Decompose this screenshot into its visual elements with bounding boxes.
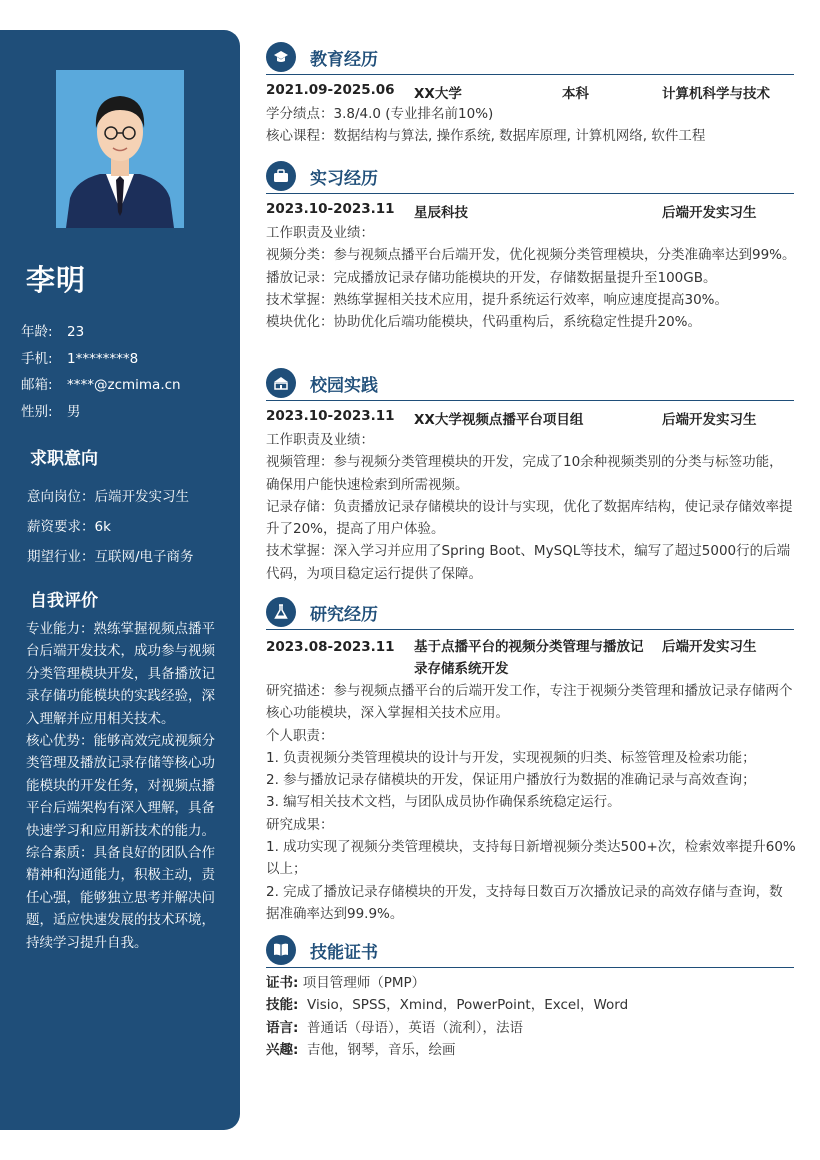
campus-section-header — [266, 370, 794, 401]
education-school: XX大学 — [414, 86, 462, 102]
research-line: 1. 成功实现了视频分类管理模块，支持每日新增视频分类达500+次，检索效率提升60%以上； — [266, 839, 796, 878]
intent-item: 薪资要求：6k — [27, 519, 111, 535]
education-details — [266, 103, 796, 148]
skill-row-certificate: 证书: 项目管理师（PMP） — [266, 975, 426, 991]
intent-list — [27, 482, 194, 572]
info-age: 年龄: 23 — [21, 324, 85, 340]
research-line: 2. 完成了播放记录存储模块的开发，支持每日数百万次播放记录的高效存储与查询，数据准确率达到99.9%。 — [266, 883, 783, 922]
school-building-icon — [266, 368, 296, 398]
personal-info — [21, 319, 181, 425]
research-date: 2023.08-2023.11 — [266, 639, 395, 655]
internship-title: 实习经历 — [310, 169, 378, 189]
campus-line: 记录存储：负责播放记录存储模块的设计与实现，优化了数据库结构，使记录存储效率提升了20%，提高了用户体验。 — [266, 498, 793, 538]
self-eval-paragraph: 专业能力：熟练掌握视频点播平台后端开发技术，成功参与视频分类管理模块开发，具备播放记录存储功能模块的实践经验，深入理解并应用相关技术。 — [26, 621, 215, 727]
campus-date: 2023.10-2023.11 — [266, 408, 395, 424]
research-line: 个人职责： — [266, 727, 334, 744]
education-degree: 本科 — [562, 86, 589, 102]
education-section-header — [266, 44, 794, 75]
profile-photo — [56, 70, 184, 228]
intent-item: 期望行业：互联网/电子商务 — [27, 549, 194, 565]
internship-role: 后端开发实习生 — [662, 205, 757, 221]
campus-line: 视频管理：参与视频分类管理模块的开发，完成了10余种视频类别的分类与标签功能，确保用户能快速检索到所需视频。 — [266, 454, 783, 493]
sidebar — [0, 30, 240, 1130]
education-major: 计算机科学与技术 — [662, 86, 770, 102]
person-portrait-icon — [56, 70, 184, 228]
research-line: 3. 编写相关技术文档，与团队成员协作确保系统稳定运行。 — [266, 794, 621, 811]
graduation-cap-icon — [266, 42, 296, 72]
self-eval-paragraph: 核心优势：能够高效完成视频分类管理及播放记录存储等核心功能模块的开发任务，对视频点播平台后端架构有深入理解，具备快速学习和应用新技术的能力。 — [26, 733, 215, 839]
education-line: 核心课程：数据结构与算法, 操作系统, 数据库原理, 计算机网络, 软件工程 — [266, 128, 706, 145]
self-eval-paragraph: 综合素质：具备良好的团队合作精神和沟通能力，积极主动，责任心强，能够独立思考并解决问题，适应快速发展的技术环境，持续学习提升自我。 — [26, 845, 215, 951]
research-details — [266, 680, 796, 925]
education-line: 学分绩点：3.8/4.0 (专业排名前10%) — [266, 106, 494, 122]
book-icon — [266, 935, 296, 965]
candidate-name: 李明 — [26, 263, 87, 297]
internship-line: 技术掌握：熟练掌握相关技术应用，提升系统运行效率，响应速度提高30%。 — [266, 291, 729, 308]
internship-line: 工作职责及业绩： — [266, 225, 374, 241]
campus-line: 技术掌握：深入学习并应用了Spring Boot、MySQL等技术，编写了超过5000行的后端代码，为项目稳定运行提供了保障。 — [266, 543, 791, 582]
campus-role: 后端开发实习生 — [662, 412, 757, 428]
research-title: 研究经历 — [310, 605, 378, 625]
internship-details — [266, 222, 796, 333]
research-line: 1. 负责视频分类管理模块的设计与开发，实现视频的归类、标签管理及检索功能； — [266, 749, 756, 766]
skill-row-interests: 兴趣: 吉他，钢琴，音乐，绘画 — [266, 1041, 456, 1058]
research-line: 研究描述：参与视频点播平台的后端开发工作，专注于视频分类管理和播放记录存储两个核心功能模块，深入掌握相关技术应用。 — [266, 683, 793, 722]
research-role: 后端开发实习生 — [662, 639, 757, 655]
skill-row-languages: 语言: 普通话（母语），英语（流利），法语 — [266, 1019, 523, 1036]
intent-item: 意向岗位：后端开发实习生 — [27, 489, 189, 505]
skill-row-skills: 技能: Visio，SPSS，Xmind，PowerPoint，Excel，Word — [266, 997, 629, 1014]
skills-list — [266, 972, 796, 1061]
info-email: 邮箱: ****@zcmima.cn — [21, 377, 181, 393]
campus-org: XX大学视频点播平台项目组 — [414, 412, 584, 428]
skills-section-header — [266, 937, 794, 968]
info-gender: 性别: 男 — [21, 403, 81, 420]
campus-line: 工作职责及业绩： — [266, 432, 374, 448]
internship-date: 2023.10-2023.11 — [266, 201, 395, 217]
internship-line: 播放记录：完成播放记录存储功能模块的开发，存储数据量提升至100GB。 — [266, 269, 717, 286]
internship-line: 模块优化：协助优化后端功能模块，代码重构后，系统稳定性提升20%。 — [266, 314, 702, 331]
skills-title: 技能证书 — [310, 943, 378, 963]
self-eval-title: 自我评价 — [30, 591, 98, 611]
info-phone: 手机: 1********8 — [21, 350, 139, 367]
flask-icon — [266, 597, 296, 627]
education-date: 2021.09-2025.06 — [266, 82, 395, 98]
internship-org: 星辰科技 — [414, 205, 468, 221]
internship-line: 视频分类：参与视频点播平台后端开发，优化视频分类管理模块，分类准确率达到99%。 — [266, 247, 796, 264]
research-section-header — [266, 599, 794, 630]
internship-section-header — [266, 163, 794, 194]
research-line: 2. 参与播放记录存储模块的开发，保证用户播放行为数据的准确记录与高效查询； — [266, 772, 756, 789]
briefcase-icon — [266, 161, 296, 191]
research-project: 基于点播平台的视频分类管理与播放记录存储系统开发 — [414, 639, 644, 677]
intent-title: 求职意向 — [30, 449, 98, 469]
campus-title: 校园实践 — [310, 376, 378, 396]
education-title: 教育经历 — [310, 50, 378, 70]
research-line: 研究成果： — [266, 816, 334, 833]
campus-details — [266, 429, 796, 585]
self-eval-text — [26, 618, 218, 954]
